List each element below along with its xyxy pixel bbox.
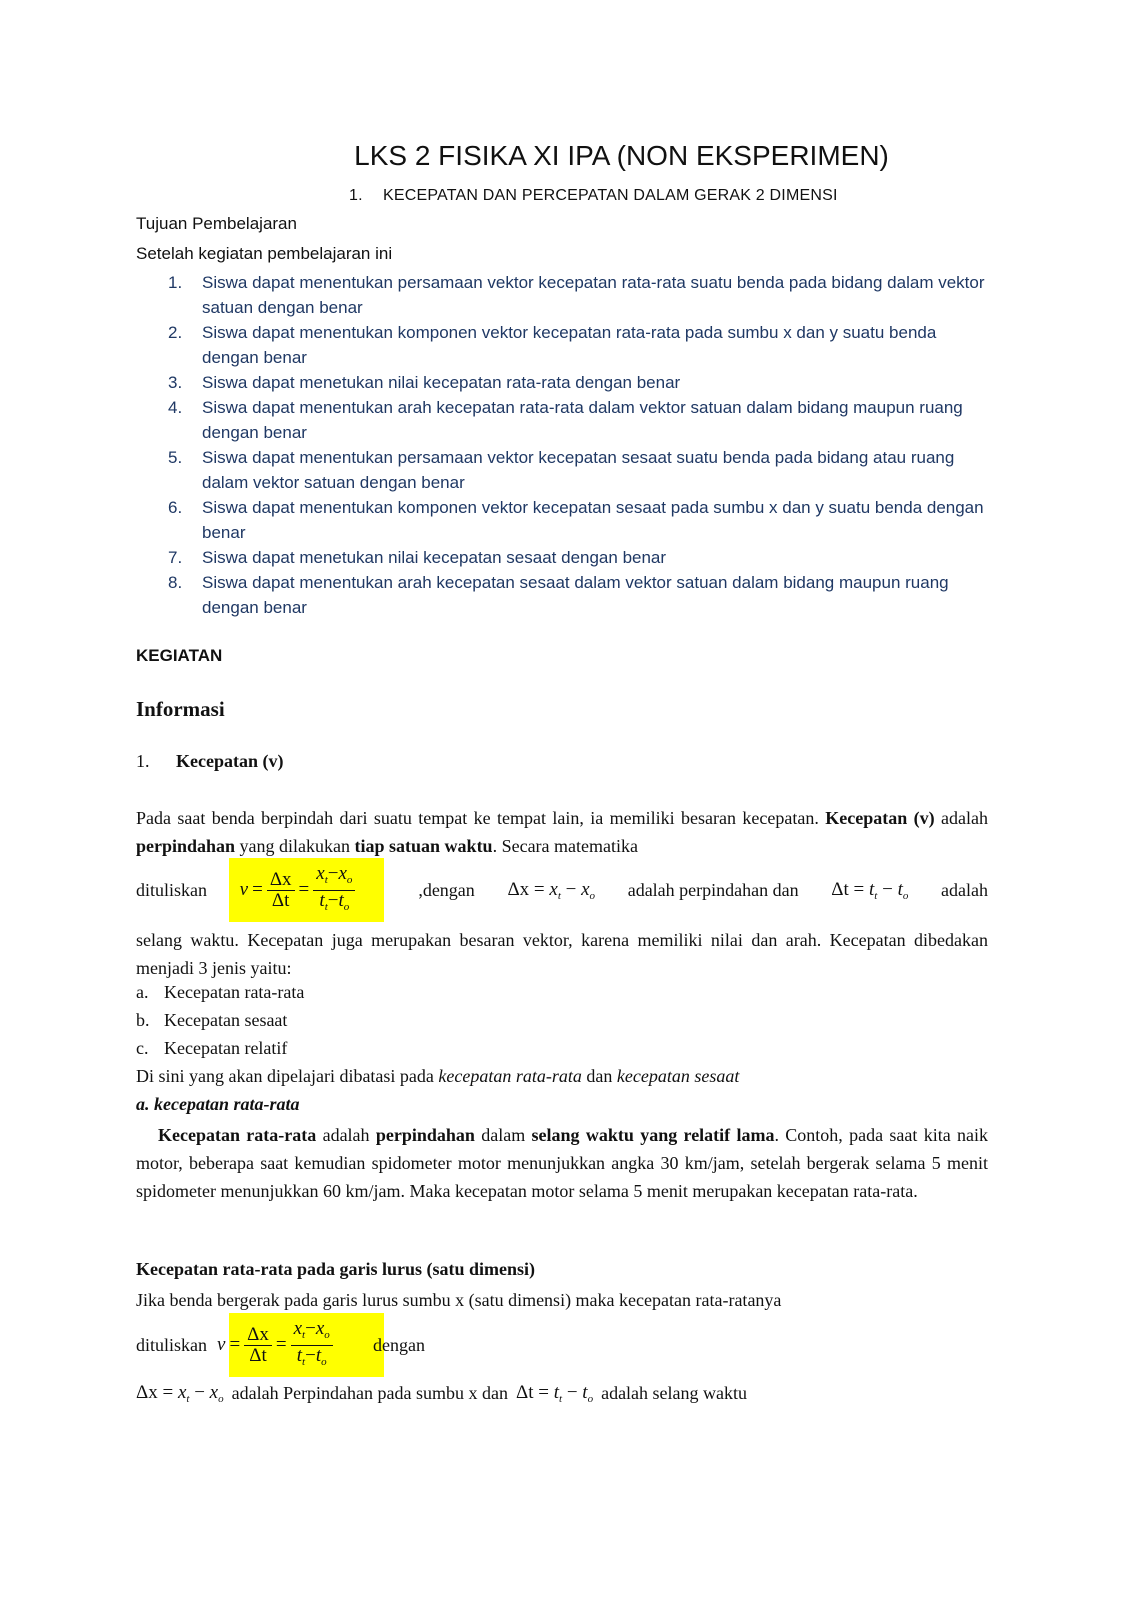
math-symbol: t: [557, 889, 561, 902]
formula-text: dengan: [373, 1334, 425, 1355]
objective-number: 1.: [168, 273, 183, 292]
formula-text: adalah Perpindahan pada sumbu x dan: [231, 1383, 509, 1403]
math-symbol: t: [582, 1382, 588, 1403]
formula-line-2: [136, 1313, 425, 1377]
velocity-intro-paragraph: [136, 804, 988, 860]
formula-text: adalah perpindahan dan: [627, 879, 799, 900]
information-heading: Informasi: [136, 697, 225, 721]
math-symbol: −: [565, 878, 577, 900]
para-bold: Kecepatan rata-rata: [158, 1125, 317, 1145]
math-symbol: t: [319, 889, 325, 911]
average-velocity-paragraph: [136, 1121, 988, 1205]
math-symbol: =: [533, 878, 545, 900]
para-text: . Contoh, pada saat kita naik motor, beberapa saat kemudian spidometer motor menunjukkan angka 30 km/jam, setelah bergerak selama 5 menit spidometer menunjukkan 60 km/jam. Maka kecepatan motor selama 5 menit merupakan kecepatan rata-rata.: [136, 1125, 989, 1201]
formula-text: adalah selang waktu: [601, 1383, 748, 1403]
type-text: Kecepatan sesaat: [164, 1010, 288, 1030]
para-text: . Secara matematika: [492, 836, 639, 856]
math-symbol: t: [324, 900, 328, 913]
objective-text: Siswa dapat menentukan komponen vektor kecepatan rata-rata pada sumbu x dan y suatu benda dengan benar: [202, 323, 937, 367]
objective-item: [168, 395, 988, 445]
displacement-formula: [507, 879, 595, 902]
objective-number: 2.: [168, 323, 183, 342]
math-symbol: −: [327, 889, 339, 911]
math-symbol: x: [177, 1382, 187, 1403]
objective-text: Siswa dapat menentukan arah kecepatan sesaat dalam vektor satuan dalam bidang maupun ruang dengan benar: [202, 573, 949, 617]
formula-line-1: [136, 858, 988, 922]
time-interval-formula: [516, 1382, 593, 1405]
math-symbol: Δt: [249, 1344, 267, 1366]
formula-text: dituliskan: [136, 879, 207, 900]
math-symbol: x: [315, 1317, 325, 1339]
math-symbol: Δt: [516, 1382, 534, 1403]
formula-text: ,dengan: [418, 879, 475, 900]
math-symbol: −: [566, 1382, 578, 1403]
page-title: LKS 2 FISIKA XI IPA (NON EKSPERIMEN): [354, 140, 889, 171]
math-symbol: t: [324, 873, 328, 886]
learning-goals-intro: Setelah kegiatan pembelajaran ini: [136, 244, 393, 263]
type-marker: b.: [136, 1010, 150, 1030]
objective-number: 7.: [168, 548, 183, 567]
math-symbol: x: [549, 878, 558, 900]
math-symbol: =: [252, 879, 263, 900]
displacement-line: [136, 1382, 747, 1405]
math-fraction: [244, 1325, 272, 1366]
velocity-vector-paragraph: selang waktu. Kecepatan juga merupakan besaran vektor, karena memiliki nilai dan arah. Kecepatan dibedakan menjadi 3 jenis yaitu:: [136, 930, 988, 978]
objective-number: 4.: [168, 398, 183, 417]
objective-item: [168, 545, 988, 570]
page-subtitle: [349, 187, 838, 205]
math-symbol: t: [315, 1344, 322, 1366]
math-symbol: t: [302, 1355, 306, 1368]
para-bold: Kecepatan (v): [825, 808, 935, 828]
math-symbol: =: [853, 878, 865, 900]
subtitle-text: KECEPATAN DAN PERCEPATAN DALAM GERAK 2 DIMENSI: [383, 187, 838, 204]
para-text: Pada saat benda berpindah dari suatu tempat ke tempat lain, ia memiliki besaran kecepatan.: [136, 808, 826, 828]
math-fraction: [291, 1319, 333, 1372]
math-symbol: v: [217, 1334, 226, 1355]
math-symbol: v: [239, 879, 249, 900]
math-symbol: −: [305, 1344, 316, 1366]
objective-text: Siswa dapat menetukan nilai kecepatan rata-rata dengan benar: [202, 373, 681, 392]
objective-text: Siswa dapat menetukan nilai kecepatan sesaat dengan benar: [202, 548, 667, 567]
math-symbol: t: [296, 1344, 303, 1366]
math-symbol: Δx: [136, 1382, 158, 1403]
type-marker: a.: [136, 982, 149, 1002]
objective-item: [168, 370, 988, 395]
velocity-type-item: [136, 1038, 287, 1059]
math-symbol: o: [321, 1355, 327, 1368]
math-symbol: o: [587, 1393, 594, 1405]
math-symbol: Δx: [507, 878, 530, 900]
math-symbol: Δx: [267, 870, 295, 891]
velocity-type-item: [136, 1010, 287, 1031]
math-symbol: t: [553, 1382, 560, 1403]
type-marker: c.: [136, 1038, 149, 1058]
scope-italic: kecepatan rata-rata: [438, 1066, 582, 1086]
math-symbol: =: [298, 879, 310, 900]
learning-goals-heading: Tujuan Pembelajaran: [136, 214, 297, 233]
objective-text: Siswa dapat menentukan persamaan vektor kecepatan sesaat suatu benda pada bidang atau ruang dalam vektor satuan dengan benar: [202, 448, 955, 492]
formula-text: adalah: [941, 879, 988, 900]
math-symbol: o: [343, 900, 350, 913]
para-bold: tiap satuan waktu: [354, 836, 493, 856]
math-fraction: [313, 864, 355, 917]
para-bold: perpindahan: [136, 836, 236, 856]
velocity-formula: [240, 864, 386, 917]
math-symbol: Δt: [271, 889, 290, 911]
objective-item: [168, 445, 988, 495]
scope-text: Di sini yang akan dipelajari dibatasi pada: [136, 1066, 439, 1086]
math-symbol: t: [559, 1393, 563, 1405]
scope-italic: kecepatan sesaat: [616, 1066, 740, 1086]
math-symbol: t: [874, 889, 878, 902]
subtitle-number: 1.: [349, 187, 363, 204]
para-text: yang dilakukan: [235, 836, 355, 856]
objective-item: [168, 570, 988, 620]
objective-item: [168, 320, 988, 370]
math-symbol: −: [327, 862, 339, 884]
para-bold: perpindahan: [375, 1125, 475, 1145]
math-symbol: o: [218, 1393, 224, 1405]
scope-line: [136, 1066, 739, 1087]
formula-text: dituliskan: [136, 1334, 207, 1355]
math-fraction: [267, 870, 295, 911]
math-symbol: −: [194, 1382, 205, 1403]
math-symbol: =: [538, 1382, 549, 1403]
one-dimension-heading: Kecepatan rata-rata pada garis lurus (satu dimensi): [136, 1259, 535, 1279]
section-number: 1.: [136, 751, 150, 771]
objective-number: 8.: [168, 573, 183, 592]
objective-item: [168, 270, 988, 320]
subheading-average-velocity: a. kecepatan rata-rata: [136, 1094, 300, 1114]
para-bold: selang waktu yang relatif lama: [531, 1125, 775, 1145]
section-1-heading: [136, 751, 283, 772]
objective-number: 5.: [168, 448, 183, 467]
objective-text: Siswa dapat menentukan arah kecepatan rata-rata dalam vektor satuan dalam bidang maupun ruang dengan benar: [202, 398, 963, 442]
average-velocity-formula: [217, 1319, 363, 1372]
math-symbol: −: [882, 878, 893, 900]
para-text: dalam: [474, 1125, 532, 1145]
math-symbol: o: [589, 889, 596, 902]
math-symbol: Δx: [244, 1325, 272, 1346]
math-symbol: t: [186, 1393, 190, 1405]
math-symbol: x: [209, 1382, 219, 1403]
objectives-list: [168, 270, 988, 620]
math-symbol: =: [275, 1334, 287, 1355]
type-text: Kecepatan rata-rata: [164, 982, 305, 1002]
objective-text: Siswa dapat menentukan komponen vektor kecepatan sesaat pada sumbu x dan y suatu benda dengan benar: [202, 498, 984, 542]
math-symbol: =: [229, 1334, 241, 1355]
math-symbol: =: [162, 1382, 174, 1403]
section-title: Kecepatan (v): [176, 751, 284, 771]
math-symbol: x: [316, 862, 325, 884]
activity-heading: KEGIATAN: [136, 646, 223, 665]
objective-number: 3.: [168, 373, 183, 392]
displacement-formula: [136, 1382, 224, 1405]
one-dimension-paragraph: Jika benda bergerak pada garis lurus sumbu x (satu dimensi) maka kecepatan rata-ratanya: [136, 1290, 782, 1310]
type-text: Kecepatan relatif: [164, 1038, 288, 1058]
math-symbol: t: [338, 889, 344, 911]
para-text: adalah: [316, 1125, 376, 1145]
scope-text: dan: [581, 1066, 617, 1086]
math-symbol: o: [902, 889, 909, 902]
math-symbol: x: [293, 1317, 303, 1339]
objective-item: [168, 495, 988, 545]
time-interval-formula: [831, 879, 908, 902]
math-symbol: o: [346, 873, 353, 886]
para-text: adalah: [934, 808, 989, 828]
math-symbol: Δt: [831, 878, 849, 900]
math-symbol: x: [581, 878, 590, 900]
velocity-type-item: [136, 982, 304, 1003]
math-symbol: t: [869, 878, 875, 900]
objective-number: 6.: [168, 498, 183, 517]
math-symbol: o: [324, 1328, 330, 1341]
math-symbol: t: [897, 878, 903, 900]
objective-text: Siswa dapat menentukan persamaan vektor kecepatan rata-rata suatu benda pada bidang dalam vektor satuan dengan benar: [202, 273, 985, 317]
math-symbol: x: [338, 862, 347, 884]
math-symbol: t: [302, 1328, 306, 1341]
math-symbol: −: [305, 1317, 316, 1339]
